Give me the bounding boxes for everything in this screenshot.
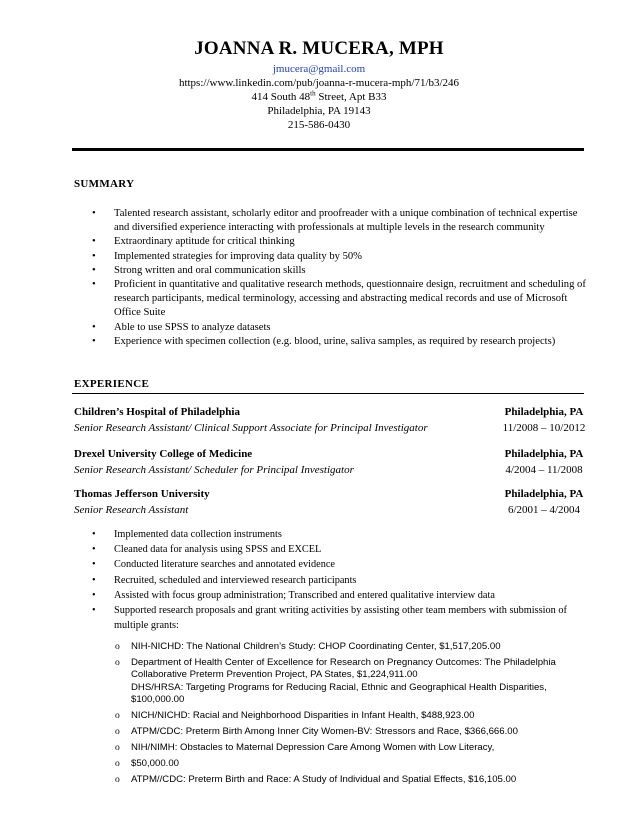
employer-name: Drexel University College of Medicine (74, 448, 253, 460)
summary-item: • Experience with specimen collection (e.g. blood, urine, saliva samples, as required by research projects) (92, 335, 556, 347)
summary-item: • Extraordinary aptitude for critical thinking (92, 236, 295, 248)
summary-item: • Able to use SPSS to analyze datasets (92, 321, 271, 333)
job-location: Philadelphia, PA (504, 488, 584, 500)
summary-list (74, 207, 594, 349)
grant-list (112, 641, 602, 790)
grant-item: o NIH-NICHD: The National Children’s Study: CHOP Coordinating Center, $1,517,205.00 (115, 641, 501, 652)
experience-divider (72, 393, 584, 394)
job-title: Senior Research Assistant/ Clinical Support Associate for Principal Investigator (74, 422, 428, 434)
employer-name: Thomas Jefferson University (74, 488, 210, 500)
grant-item: o NICH/NICHD: Racial and Neighborhood Disparities in Infant Health, $488,923.00 (115, 710, 475, 722)
experience-item: • Supported research proposals and grant writing activities by assisting other team members with submission of multiple grants: (92, 605, 567, 632)
header-divider (72, 148, 584, 151)
job-dates: 11/2008 – 10/2012 (502, 422, 586, 434)
experience-item: • Cleaned data for analysis using SPSS and EXCEL (92, 544, 322, 556)
grant-item: o NIH/NIMH: Obstacles to Maternal Depression Care Among Women with Low Literacy, (115, 741, 495, 753)
grant-item: o ATPM/CDC: Preterm Birth Among Inner City Women-BV: Stressors and Race, $366,666.00 (115, 725, 518, 737)
job-title: Senior Research Assistant/ Scheduler for Principal Investigator (74, 464, 354, 476)
grant-item: o ATPM//CDC: Preterm Birth and Race: A Study of Individual and Spatial Effects, $16,105.00 (115, 773, 517, 785)
job-dates: 4/2004 – 11/2008 (505, 464, 583, 476)
summary-item: • Proficient in quantitative and qualitative research methods, questionnaire design, recruitment and scheduling of research participants, medical terminology, accessing and abstracting medical records and use of Microsoft Office Suite (92, 279, 586, 319)
grant-item: o Department of Health Center of Excellence for Research on Pregnancy Outcomes: The Philadelphia Collaborative Preterm Prevention Project, PA States, $1,224,911.00 DHS/HRSA: Targeting Programs for Reducing Racial, Ethnic and Geographical Health Disparities, $100,000.00 (115, 656, 556, 706)
job-entry (74, 486, 594, 518)
phone-number: 215-586-0430 (287, 119, 351, 131)
linkedin-url[interactable]: https://www.linkedin.com/pub/joanna-r-mucera-mph/71/b3/246 (178, 77, 460, 89)
job-entry (74, 404, 594, 436)
job-location: Philadelphia, PA (504, 448, 584, 460)
email-link[interactable]: jmucera@gmail.com (272, 63, 366, 75)
experience-heading: EXPERIENCE (74, 378, 150, 390)
candidate-name: JOANNA R. MUCERA, MPH (194, 38, 444, 59)
summary-heading: SUMMARY (74, 178, 135, 190)
job-title: Senior Research Assistant (74, 504, 189, 516)
city-state: Philadelphia, PA 19143 (267, 105, 371, 117)
summary-item: • Strong written and oral communication skills (92, 264, 306, 276)
street-address: 414 South 48th Street, Apt B33 (251, 89, 387, 103)
grant-item: o $50,000.00 (115, 757, 180, 769)
experience-item: • Assisted with focus group administration; Transcribed and entered qualitative interview data (92, 589, 495, 601)
experience-item: • Implemented data collection instruments (92, 529, 282, 540)
summary-item: • Talented research assistant, scholarly editor and proofreader with a unique combination of technical expertise and diversified experience interacting with professionals at multiple levels in the research community (92, 208, 578, 234)
experience-item: • Conducted literature searches and annotated evidence (92, 559, 335, 571)
job-dates: 6/2001 – 4/2004 (507, 504, 581, 516)
job-location: Philadelphia, PA (504, 406, 584, 418)
summary-item: • Implemented strategies for improving data quality by 50% (92, 250, 363, 262)
job-entry (74, 446, 594, 478)
experience-bullets (74, 527, 594, 633)
resume-header (0, 38, 638, 132)
experience-item: • Recruited, scheduled and interviewed research participants (92, 574, 357, 586)
employer-name: Children’s Hospital of Philadelphia (74, 406, 240, 418)
